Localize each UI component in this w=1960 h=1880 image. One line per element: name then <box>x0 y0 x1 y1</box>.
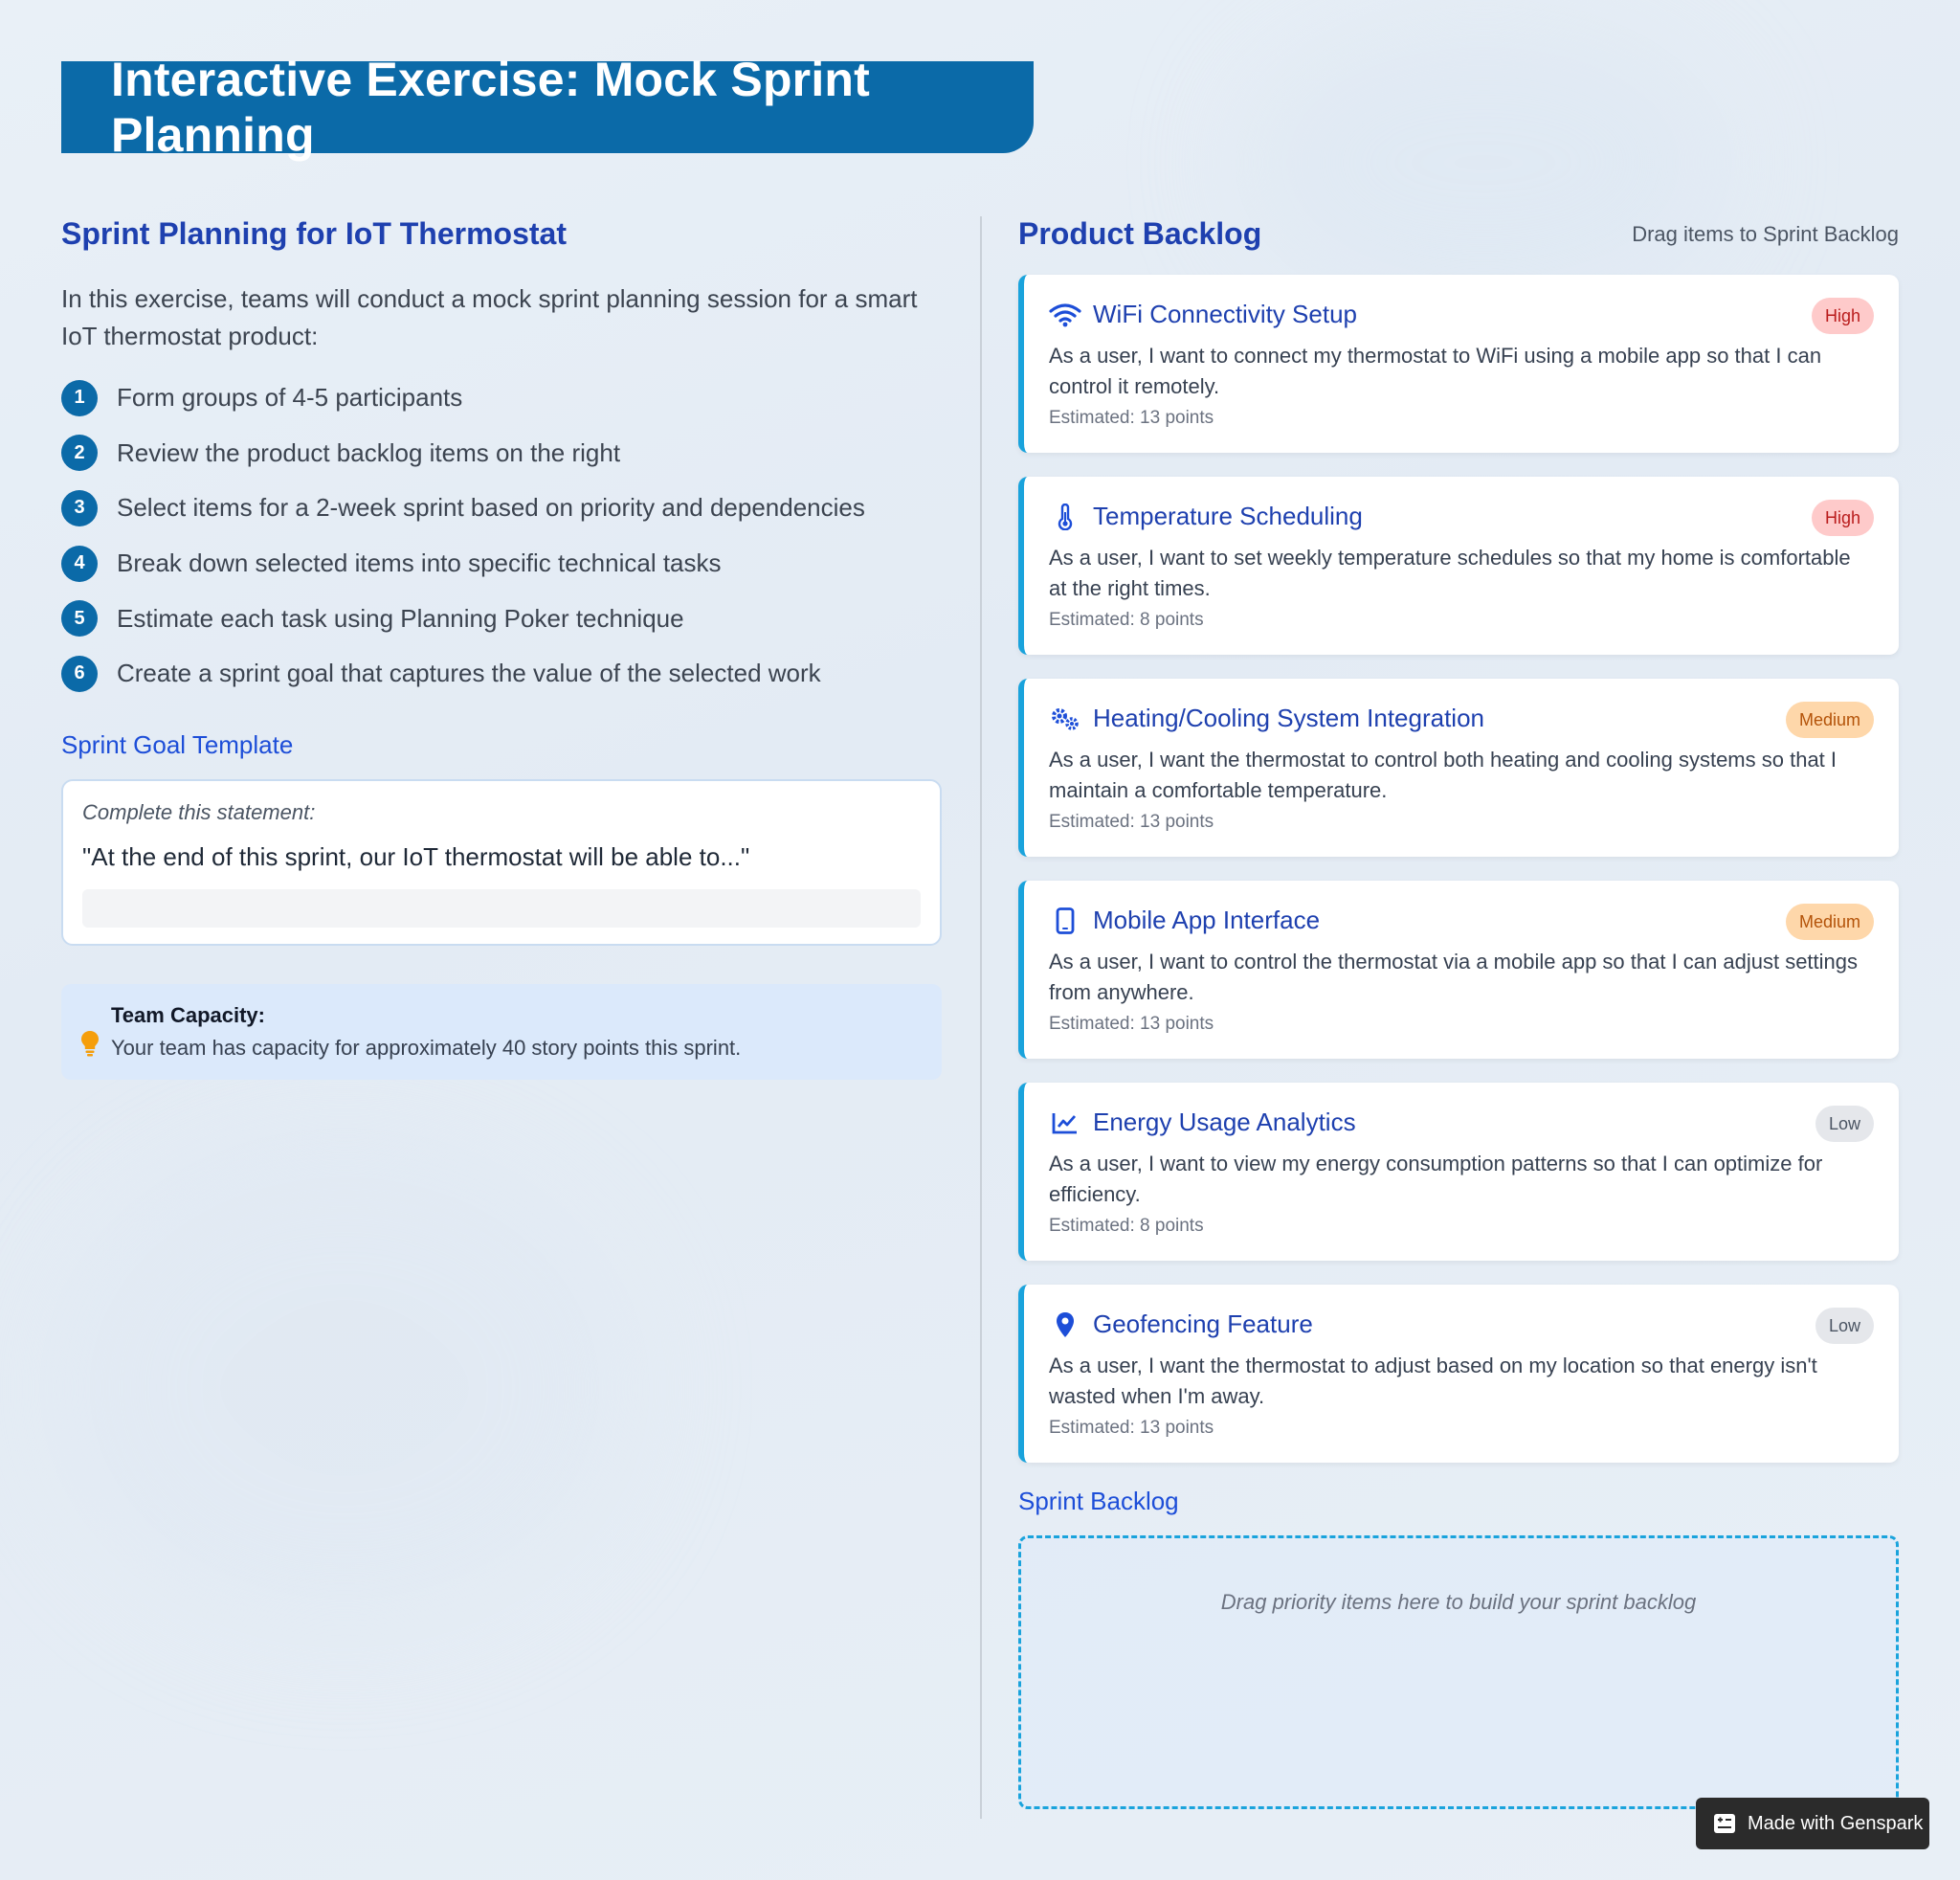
step-item <box>61 370 942 426</box>
card-description: As a user, I want the thermostat to adjust based on my location so that energy isn't wasted when I'm away. <box>1049 1354 1817 1408</box>
priority-badge: Medium <box>1786 904 1874 940</box>
exercise-panel <box>61 216 942 1080</box>
step-text: Estimate each task using Planning Poker technique <box>117 603 684 633</box>
backlog-cards <box>1018 275 1899 1463</box>
step-number: 2 <box>61 435 98 471</box>
dropzone-placeholder: Drag priority items here to build your sprint backlog <box>1220 1590 1697 1614</box>
product-backlog-title: Product Backlog <box>1018 216 1262 251</box>
step-text: Form groups of 4-5 participants <box>117 383 463 413</box>
step-text: Break down selected items into specific technical tasks <box>117 548 722 578</box>
priority-badge: Low <box>1815 1106 1874 1142</box>
priority-badge: Medium <box>1786 702 1874 738</box>
capacity-text: Your team has capacity for approximately 40 story points this sprint. <box>111 1035 742 1060</box>
card-description: As a user, I want to control the thermostat via a mobile app so that I can adjust settings from anywhere. <box>1049 950 1859 1004</box>
sprint-backlog-title: Sprint Backlog <box>1018 1487 1179 1515</box>
gears-icon <box>1049 705 1081 732</box>
card-estimate: Estimated: 13 points <box>1049 1418 1214 1438</box>
card-title: WiFi Connectivity Setup <box>1093 300 1357 328</box>
capacity-title: Team Capacity: <box>111 1002 265 1027</box>
card-estimate: Estimated: 13 points <box>1049 812 1214 832</box>
step-item <box>61 481 942 536</box>
step-item <box>61 646 942 702</box>
backlog-card[interactable] <box>1018 1083 1899 1261</box>
step-item <box>61 536 942 592</box>
backlog-card[interactable] <box>1018 881 1899 1059</box>
card-estimate: Estimated: 8 points <box>1049 1216 1204 1236</box>
step-number: 6 <box>61 656 98 692</box>
mobile-icon <box>1049 907 1081 934</box>
priority-badge: Low <box>1815 1308 1874 1344</box>
backlog-card[interactable] <box>1018 1285 1899 1463</box>
wifi-icon <box>1049 302 1081 328</box>
steps-list <box>61 370 942 702</box>
drag-hint: Drag items to Sprint Backlog <box>1632 221 1899 246</box>
card-title: Mobile App Interface <box>1093 906 1321 934</box>
exercise-intro: In this exercise, teams will conduct a mock sprint planning session for a smart IoT thermostat product: <box>61 284 918 350</box>
made-with-label: Made with Genspark <box>1748 1812 1924 1834</box>
step-text: Select items for a 2-week sprint based on priority and dependencies <box>117 493 865 523</box>
team-capacity-callout <box>61 984 942 1080</box>
card-description: As a user, I want to connect my thermostat to WiFi using a mobile app so that I can control it remotely. <box>1049 344 1822 398</box>
card-title: Temperature Scheduling <box>1093 502 1363 530</box>
lightbulb-icon <box>80 1007 100 1080</box>
card-description: As a user, I want to view my energy consumption patterns so that I can optimize for efficiency. <box>1049 1152 1823 1206</box>
step-text: Create a sprint goal that captures the value of the selected work <box>117 659 821 688</box>
backlog-panel <box>1018 216 1899 1809</box>
exercise-title: Sprint Planning for IoT Thermostat <box>61 216 567 251</box>
sprint-backlog-dropzone[interactable] <box>1018 1535 1899 1809</box>
card-title: Energy Usage Analytics <box>1093 1108 1356 1136</box>
goal-template-box <box>61 779 942 946</box>
backlog-card[interactable] <box>1018 477 1899 655</box>
card-estimate: Estimated: 13 points <box>1049 408 1214 428</box>
step-number: 1 <box>61 380 98 416</box>
card-description: As a user, I want the thermostat to control both heating and cooling systems so that I maintain a comfortable temperature. <box>1049 748 1838 802</box>
backlog-card[interactable] <box>1018 275 1899 453</box>
card-description: As a user, I want to set weekly temperature schedules so that my home is comfortable at the right times. <box>1049 546 1851 600</box>
goal-template-title: Sprint Goal Template <box>61 729 294 759</box>
header-banner <box>61 53 1034 162</box>
step-item <box>61 426 942 481</box>
thermometer-icon <box>1049 504 1081 530</box>
card-estimate: Estimated: 13 points <box>1049 1014 1214 1034</box>
step-text: Review the product backlog items on the right <box>117 437 621 467</box>
step-number: 5 <box>61 600 98 637</box>
column-divider <box>980 216 982 1819</box>
page-title: Interactive Exercise: Mock Sprint Planning <box>111 53 871 162</box>
made-with-genspark-button[interactable] <box>1696 1798 1929 1849</box>
sprint-goal-input[interactable] <box>82 889 921 928</box>
priority-badge: High <box>1812 298 1874 334</box>
chart-line-icon <box>1049 1109 1081 1136</box>
backlog-card[interactable] <box>1018 679 1899 857</box>
card-title: Heating/Cooling System Integration <box>1093 704 1485 732</box>
step-number: 3 <box>61 490 98 526</box>
map-pin-icon <box>1049 1311 1081 1338</box>
goal-quote: "At the end of this sprint, our IoT thermostat will be able to..." <box>82 841 750 871</box>
step-number: 4 <box>61 546 98 582</box>
card-title: Geofencing Feature <box>1093 1309 1313 1338</box>
step-item <box>61 591 942 646</box>
goal-prompt: Complete this statement: <box>82 799 316 824</box>
genspark-logo-icon <box>1713 1813 1736 1834</box>
card-estimate: Estimated: 8 points <box>1049 610 1204 630</box>
priority-badge: High <box>1812 500 1874 536</box>
